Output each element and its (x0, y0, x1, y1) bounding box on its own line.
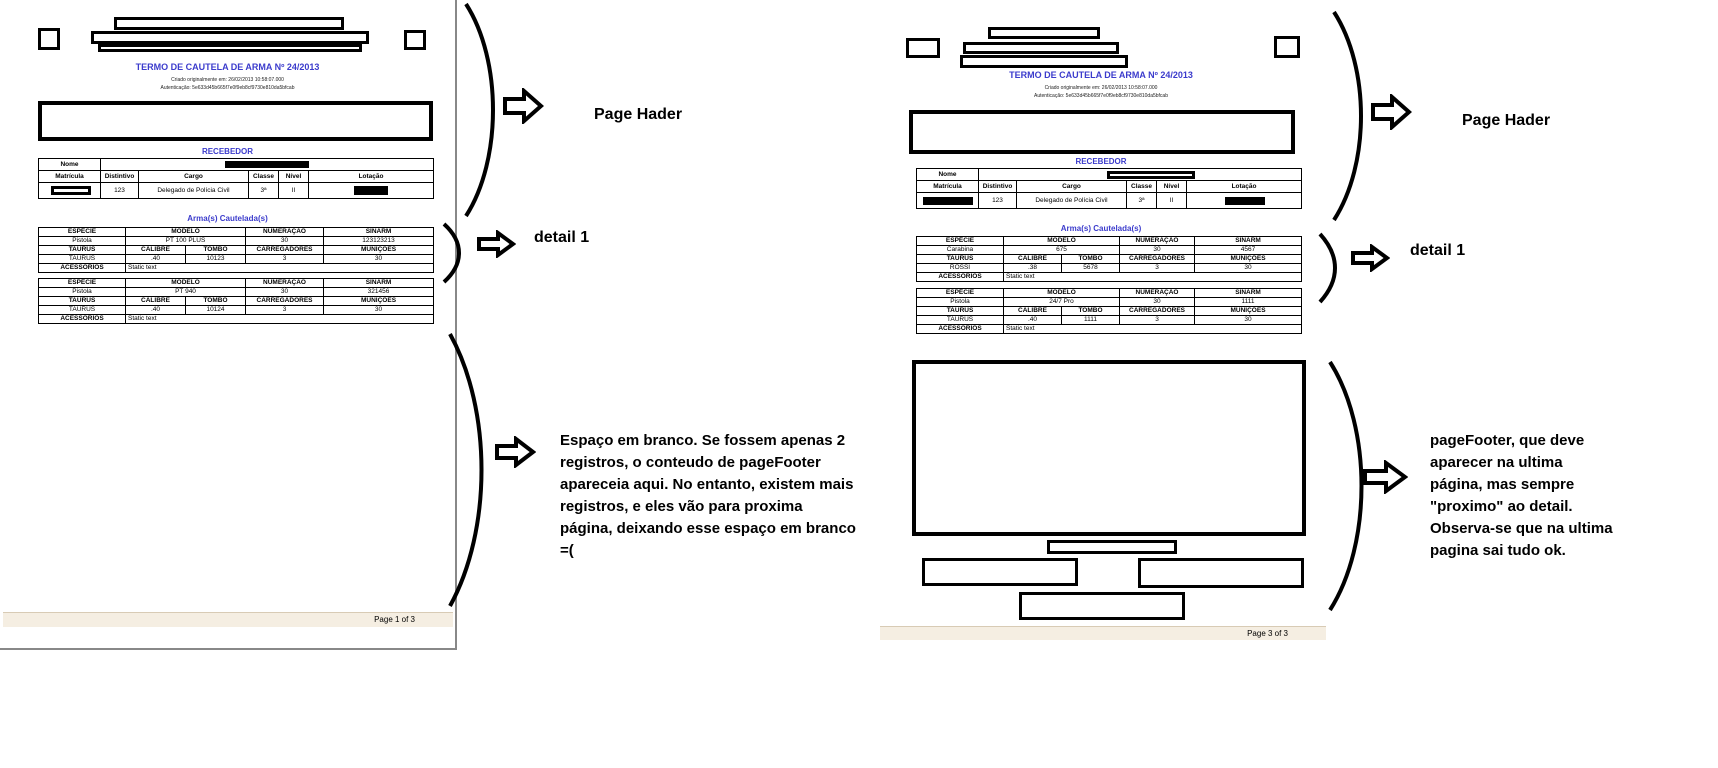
recebedor-table (916, 168, 1302, 209)
acessorios-value: Static text (126, 315, 434, 324)
header-lotacao: Lotação (309, 171, 434, 183)
page-footer-bar: Page 3 of 3 (880, 626, 1326, 640)
head-modelo: MODELO (126, 279, 246, 288)
modelo-value: PT 940 (126, 288, 246, 297)
head-taurus: TAURUS (39, 297, 126, 306)
head-numeracao: NUMERAÇÃO (246, 228, 324, 237)
head-calibre: CALIBRE (1004, 307, 1062, 316)
weapon-table (38, 278, 434, 324)
redacted-page-footer-block (912, 360, 1306, 536)
recebedor-table (38, 158, 434, 199)
municoes-value: 30 (324, 306, 434, 315)
arrow-right-icon (476, 230, 516, 258)
arrow-right-icon (1362, 460, 1408, 494)
weapon-table (916, 236, 1302, 282)
arrow-right-icon (1370, 94, 1412, 130)
cargo-value: Delegado de Polícia Civil (139, 183, 249, 199)
tombo-value: 10124 (186, 306, 246, 315)
sinarm-value: 321456 (324, 288, 434, 297)
redacted-footer-right-box (1138, 558, 1304, 588)
header-lotacao: Lotação (1187, 181, 1302, 193)
head-especie: ESPÉCIE (917, 237, 1004, 246)
acessorios-value: Static text (126, 264, 434, 273)
head-modelo: MODELO (126, 228, 246, 237)
authentication-code: Autenticação: 5e633d45b665f7e0f9eb8cf9730e810da5bfcab (1033, 93, 1168, 99)
numeracao-value: 30 (246, 237, 324, 246)
calibre-value: .38 (1004, 264, 1062, 273)
carregadores-value: 3 (1120, 264, 1195, 273)
especie-value: Pistola (39, 288, 126, 297)
matricula-value (917, 193, 979, 209)
weapon-table (38, 227, 434, 273)
head-modelo: MODELO (1004, 289, 1120, 298)
nome-value (979, 169, 1302, 181)
head-tombo: TOMBO (186, 246, 246, 255)
distintivo-value: 123 (979, 193, 1017, 209)
marca-value: ROSSI (917, 264, 1004, 273)
head-acessorios: ACESSÓRIOS (917, 325, 1004, 334)
sinarm-value: 4567 (1195, 246, 1302, 255)
modelo-value: 24/7 Pro (1004, 298, 1120, 307)
tombo-value: 1111 (1062, 316, 1120, 325)
annotation-page-header-left: Page Hader (594, 106, 683, 123)
authentication-code: Autenticação: 5e633d45b665f7e0f9eb8cf9730e810da5bfcab (160, 85, 295, 91)
head-sinarm: SINARM (324, 228, 434, 237)
modelo-value: PT 100 PLUS (126, 237, 246, 246)
carregadores-value: 3 (246, 255, 324, 264)
redacted-lotacao (1225, 197, 1265, 205)
head-especie: ESPÉCIE (39, 228, 126, 237)
report-page-3 (876, 0, 1326, 640)
redacted-name (1107, 171, 1195, 179)
page-footer-bar: Page 1 of 3 (3, 612, 453, 627)
distintivo-value: 123 (101, 183, 139, 199)
head-taurus: TAURUS (39, 246, 126, 255)
redacted-matricula (923, 197, 973, 205)
header-cargo: Cargo (139, 171, 249, 183)
head-sinarm: SINARM (1195, 237, 1302, 246)
head-taurus: TAURUS (917, 307, 1004, 316)
carregadores-value: 3 (1120, 316, 1195, 325)
nome-label: Nome (917, 169, 979, 181)
header-matricula: Matrícula (39, 171, 101, 183)
calibre-value: .40 (126, 306, 186, 315)
nome-value (101, 159, 434, 171)
header-distintivo: Distintivo (101, 171, 139, 183)
redacted-header-line-3 (960, 55, 1128, 68)
modelo-value: 675 (1004, 246, 1120, 255)
head-especie: ESPÉCIE (917, 289, 1004, 298)
head-municoes: MUNIÇÕES (1195, 307, 1302, 316)
redacted-matricula (51, 186, 91, 195)
arrow-right-icon (502, 88, 544, 124)
head-numeracao: NUMERAÇÃO (1120, 289, 1195, 298)
brace-detail-right (1316, 230, 1346, 306)
head-municoes: MUNIÇÕES (324, 297, 434, 306)
created-date: Criado originalmente em: 26/02/2013 10:58:07.000 (1044, 85, 1158, 91)
head-municoes: MUNIÇÕES (324, 246, 434, 255)
acessorios-value: Static text (1004, 273, 1302, 282)
redacted-footer-stand (1047, 540, 1177, 554)
acessorios-value: Static text (1004, 325, 1302, 334)
redacted-footer-bottom-box (1019, 592, 1185, 620)
numeracao-value: 30 (1120, 246, 1195, 255)
nivel-value: II (1157, 193, 1187, 209)
head-modelo: MODELO (1004, 237, 1120, 246)
sinarm-value: 1111 (1195, 298, 1302, 307)
head-sinarm: SINARM (1195, 289, 1302, 298)
calibre-value: .40 (1004, 316, 1062, 325)
arrow-right-icon (1350, 244, 1390, 272)
brace-blank-left (446, 330, 486, 610)
brace-footer-right (1326, 358, 1366, 614)
armas-title: Arma(s) Cautelada(s) (187, 214, 268, 223)
classe-value: 3ª (1127, 193, 1157, 209)
municoes-value: 30 (324, 255, 434, 264)
recebedor-title: RECEBEDOR (1075, 157, 1127, 166)
header-nivel: Nível (279, 171, 309, 183)
especie-value: Carabina (917, 246, 1004, 255)
lotacao-value (1187, 193, 1302, 209)
redacted-header-line-2 (963, 42, 1119, 54)
tombo-value: 10123 (186, 255, 246, 264)
nivel-value: II (279, 183, 309, 199)
annotation-detail-right: detail 1 (1410, 242, 1466, 259)
redacted-header-line-1 (988, 27, 1100, 39)
head-tombo: TOMBO (186, 297, 246, 306)
brace-detail-left (440, 220, 470, 286)
redacted-logo-right (404, 30, 426, 50)
head-carregadores: CARREGADORES (1120, 307, 1195, 316)
created-date: Criado originalmente em: 26/02/2013 10:58:07.000 (171, 77, 284, 83)
report-title: TERMO DE CAUTELA DE ARMA Nº 24/2013 (135, 62, 320, 72)
armas-title: Arma(s) Cautelada(s) (1060, 224, 1142, 233)
redacted-info-block (38, 101, 433, 141)
annotation-detail-left: detail 1 (534, 229, 590, 246)
head-carregadores: CARREGADORES (1120, 255, 1195, 264)
header-distintivo: Distintivo (979, 181, 1017, 193)
head-taurus: TAURUS (917, 255, 1004, 264)
head-calibre: CALIBRE (126, 297, 186, 306)
matricula-value (39, 183, 101, 199)
annotation-page-header-right: Page Hader (1462, 112, 1551, 129)
calibre-value: .40 (126, 255, 186, 264)
brace-header-left (462, 0, 502, 220)
report-title: TERMO DE CAUTELA DE ARMA Nº 24/2013 (1009, 70, 1193, 80)
report-page-1 (0, 0, 457, 650)
head-municoes: MUNIÇÕES (1195, 255, 1302, 264)
head-calibre: CALIBRE (1004, 255, 1062, 264)
head-calibre: CALIBRE (126, 246, 186, 255)
header-classe: Classe (249, 171, 279, 183)
nome-label: Nome (39, 159, 101, 171)
redacted-logo-right (1274, 36, 1300, 58)
head-acessorios: ACESSÓRIOS (39, 315, 126, 324)
redacted-footer-left-box (922, 558, 1078, 586)
redacted-header-line-2 (91, 31, 369, 44)
numeracao-value: 30 (246, 288, 324, 297)
head-numeracao: NUMERAÇÃO (1120, 237, 1195, 246)
head-acessorios: ACESSÓRIOS (39, 264, 126, 273)
head-carregadores: CARREGADORES (246, 297, 324, 306)
header-classe: Classe (1127, 181, 1157, 193)
weapon-table (916, 288, 1302, 334)
marca-value: TAURUS (917, 316, 1004, 325)
head-numeracao: NUMERAÇÃO (246, 279, 324, 288)
carregadores-value: 3 (246, 306, 324, 315)
municoes-value: 30 (1195, 316, 1302, 325)
redacted-lotacao (354, 186, 388, 195)
redacted-logo-left (38, 28, 60, 50)
redacted-header-line-1 (114, 17, 344, 30)
cargo-value: Delegado de Polícia Civil (1017, 193, 1127, 209)
head-tombo: TOMBO (1062, 255, 1120, 264)
recebedor-title: RECEBEDOR (201, 147, 254, 156)
arrow-right-icon (494, 436, 536, 468)
sinarm-value: 123123213 (324, 237, 434, 246)
lotacao-value (309, 183, 434, 199)
header-nivel: Nível (1157, 181, 1187, 193)
especie-value: Pistola (917, 298, 1004, 307)
head-sinarm: SINARM (324, 279, 434, 288)
header-matricula: Matrícula (917, 181, 979, 193)
classe-value: 3ª (249, 183, 279, 199)
especie-value: Pistola (39, 237, 126, 246)
redacted-info-block (909, 110, 1295, 154)
brace-header-right (1330, 8, 1370, 224)
redacted-header-line-3 (98, 44, 362, 52)
head-carregadores: CARREGADORES (246, 246, 324, 255)
head-especie: ESPÉCIE (39, 279, 126, 288)
tombo-value: 5678 (1062, 264, 1120, 273)
numeracao-value: 30 (1120, 298, 1195, 307)
header-cargo: Cargo (1017, 181, 1127, 193)
marca-value: TAURUS (39, 255, 126, 264)
redacted-name (225, 161, 309, 168)
redacted-logo-left (906, 38, 940, 58)
head-tombo: TOMBO (1062, 307, 1120, 316)
annotation-page-footer: pageFooter, que deve aparecer na ultima página, mas sempre "proximo" ao detail. Observa-se que na ultima pagina sai tudo ok. (1430, 432, 1613, 559)
marca-value: TAURUS (39, 306, 126, 315)
municoes-value: 30 (1195, 264, 1302, 273)
annotation-blank-space: Espaço em branco. Se fossem apenas 2 registros, o conteudo de pageFooter apareceia aqui. No entanto, existem mais registros, e eles vão para proxima página, deixando esse espaço em branco =( (560, 432, 856, 559)
head-acessorios: ACESSÓRIOS (917, 273, 1004, 282)
